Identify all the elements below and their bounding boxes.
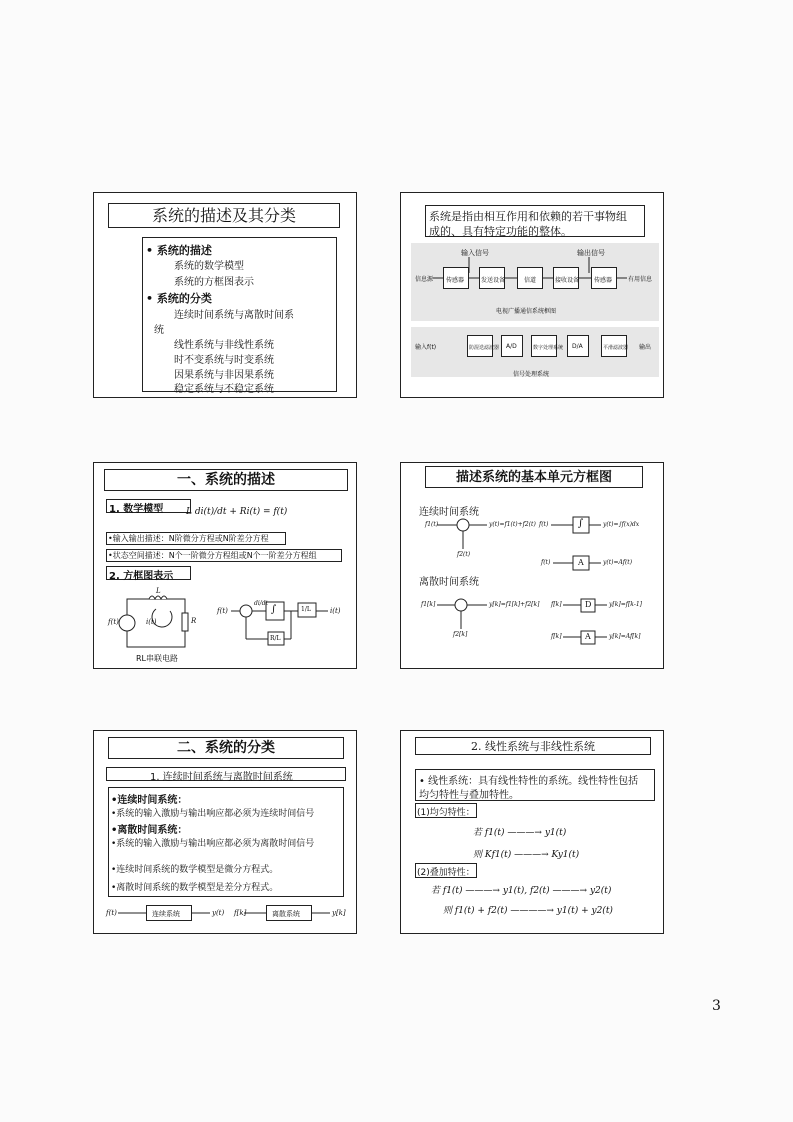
continuous-output: y(t) bbox=[212, 909, 225, 917]
bullet-item-wrap: 统 bbox=[154, 325, 164, 336]
cont-input-2: f2(t) bbox=[457, 551, 471, 558]
discrete-time-heading: 离散时间系统 bbox=[419, 577, 479, 588]
delay-output: y[k]=f[k-1] bbox=[609, 601, 643, 608]
rl-circuit-and-block-diagram bbox=[94, 463, 358, 670]
discrete-input: f[k] bbox=[234, 909, 247, 917]
gain-input: f(t) bbox=[541, 559, 551, 566]
bullet-heading: • 系统的分类 bbox=[146, 292, 212, 305]
superposition-line-2: 则 f1(t) + f2(t) ————→ y1(t) + y2(t) bbox=[443, 906, 613, 916]
bullet-item: 系统的数学模型 bbox=[174, 261, 244, 272]
definition-line: 成的、具有特定功能的整体。 bbox=[429, 225, 572, 238]
block-output-label: i(t) bbox=[330, 607, 341, 615]
bullet-heading: • 系统的描述 bbox=[146, 244, 212, 257]
discrete-system-block: 离散系统 bbox=[266, 905, 312, 921]
diagram-caption: 信号处理系统 bbox=[513, 371, 550, 378]
homogeneity-heading: (1)均匀特性： bbox=[417, 808, 475, 818]
channel-block: 信道 bbox=[517, 267, 543, 289]
definition-line: 均匀特性与叠加特性。 bbox=[419, 790, 519, 801]
continuous-system-block: 连续系统 bbox=[146, 905, 192, 921]
slide-linear-nonlinear bbox=[400, 730, 664, 934]
cont-input-1: f1(t) bbox=[425, 521, 439, 528]
content-line: •系统的输入激励与输出响应都必须为连续时间信号 bbox=[111, 809, 315, 819]
bullet-item: 连续时间系统与离散时间系 bbox=[174, 310, 294, 321]
slide-title: 描述系统的基本单元方框图 bbox=[425, 466, 643, 488]
integrator-symbol: ∫ bbox=[578, 518, 584, 529]
page-number: 3 bbox=[712, 998, 721, 1014]
state-space-description: •状态空间描述：N个一阶微分方程组或N个一阶差分方程组 bbox=[108, 551, 317, 560]
disc-gain-symbol: A bbox=[585, 632, 591, 641]
bullet-item: 线性系统与非线性系统 bbox=[174, 340, 274, 351]
integrator-input: f(t) bbox=[539, 521, 549, 528]
bullet-item: 稳定系统与不稳定系统 bbox=[174, 384, 274, 395]
gain-symbol: A bbox=[578, 558, 584, 567]
slide-system-description bbox=[93, 462, 357, 669]
io-description: •输入输出描述：N阶微分方程或N阶差分方程 bbox=[108, 534, 269, 543]
input-signal-label: 输入信号 bbox=[461, 249, 489, 257]
slide-title: 二、系统的分类 bbox=[108, 737, 344, 759]
system-block-diagrams bbox=[94, 731, 358, 935]
diagram-caption: 电视广播通信系统框图 bbox=[496, 308, 557, 315]
sensor-block: 传感器 bbox=[591, 267, 617, 289]
content-line: •离散时间系统的数学模型是差分方程式。 bbox=[111, 883, 279, 893]
slide-system-description-classification bbox=[93, 192, 357, 398]
info-source-label: 信息源 bbox=[415, 276, 434, 283]
subheading: 1. 连续时间系统与离散时间系统 bbox=[150, 772, 293, 783]
bullet-item: 系统的方框图表示 bbox=[174, 277, 254, 288]
integrator-symbol: ∫ bbox=[271, 604, 277, 615]
useful-info-label: 有用信息 bbox=[628, 276, 653, 283]
disc-sum-output: y[k]=f1[k]+f2[k] bbox=[489, 601, 540, 608]
sensor-block: 传感器 bbox=[443, 267, 469, 289]
delay-input: f[k] bbox=[551, 601, 562, 608]
slide-system-definition bbox=[400, 192, 664, 398]
input-label: 输入f(t) bbox=[415, 344, 437, 351]
superposition-line-1: 若 f1(t) ———→ y1(t), f2(t) ———→ y2(t) bbox=[431, 886, 612, 896]
ad-block: A/D bbox=[501, 335, 523, 357]
slide-title: 一、系统的描述 bbox=[104, 469, 348, 491]
slide-system-classification bbox=[93, 730, 357, 934]
current-label: i(t) bbox=[146, 618, 157, 626]
block-input-label: f(t) bbox=[217, 607, 228, 615]
superposition-heading: (2)叠加特性： bbox=[417, 868, 475, 878]
feedback-gain-label: R/L bbox=[270, 635, 281, 642]
content-line: •离散时间系统： bbox=[111, 825, 188, 836]
disc-input-2: f2[k] bbox=[453, 631, 468, 638]
da-block: D/A bbox=[567, 335, 589, 357]
cont-sum-output: y(t)=f1(t)+f2(t) bbox=[489, 521, 536, 528]
discrete-output: y[k] bbox=[332, 909, 346, 917]
output-signal-label: 输出信号 bbox=[577, 249, 605, 257]
content-line: •连续时间系统： bbox=[111, 795, 188, 806]
continuous-time-heading: 连续时间系统 bbox=[419, 507, 479, 518]
content-line: •系统的输入激励与输出响应都必须为离散时间信号 bbox=[111, 839, 315, 849]
slide-basic-unit-diagrams bbox=[400, 462, 664, 669]
dsp-block: 数字处理系统 bbox=[531, 335, 557, 357]
homogeneity-line-1: 若 f1(t) ———→ y1(t) bbox=[473, 828, 567, 838]
content-line: •连续时间系统的数学模型是微分方程式。 bbox=[111, 865, 279, 875]
slide-title: 2. 线性系统与非线性系统 bbox=[415, 737, 651, 755]
homogeneity-line-2: 则 Kf1(t) ———→ Ky1(t) bbox=[473, 850, 580, 860]
definition-line: • 线性系统：具有线性特性的系统。线性特性包括 bbox=[419, 776, 639, 787]
derivative-label: di/dt bbox=[254, 600, 269, 607]
definition-line: 系统是指由相互作用和依赖的若干事物组 bbox=[429, 210, 627, 223]
integrator-output: y(t)=∫f(x)dx bbox=[603, 521, 640, 528]
resistor-label: R bbox=[191, 617, 197, 625]
section-heading: 2. 方框图表示 bbox=[109, 571, 174, 582]
bullet-item: 时不变系统与时变系统 bbox=[174, 355, 274, 366]
section-heading: 1. 数学模型 bbox=[109, 504, 164, 515]
source-label: f(t) bbox=[108, 618, 119, 626]
delay-symbol: D bbox=[585, 600, 592, 609]
disc-input-1: f1[k] bbox=[421, 601, 436, 608]
slide-title: 系统的描述及其分类 bbox=[108, 203, 340, 228]
smoothing-block: 平滑滤波器 bbox=[601, 335, 627, 357]
differential-equation: L di(t)/dt + Ri(t) = f(t) bbox=[186, 507, 288, 517]
continuous-input: f(t) bbox=[106, 909, 117, 917]
inductor-label: L bbox=[156, 587, 161, 595]
disc-gain-output: y[k]=Af[k] bbox=[609, 633, 641, 640]
gain-label: 1/L bbox=[301, 606, 311, 613]
transmitter-block: 发送设备 bbox=[479, 267, 505, 289]
output-label: 输出 bbox=[639, 344, 652, 351]
gain-output: y(t)=Af(t) bbox=[603, 559, 633, 566]
circuit-caption: RL串联电路 bbox=[136, 654, 179, 663]
receiver-block: 接收设备 bbox=[553, 267, 579, 289]
bullet-item: 因果系统与非因果系统 bbox=[174, 370, 274, 381]
anti-alias-block: 防混迭滤波器 bbox=[467, 335, 493, 357]
disc-gain-input: f[k] bbox=[551, 633, 562, 640]
